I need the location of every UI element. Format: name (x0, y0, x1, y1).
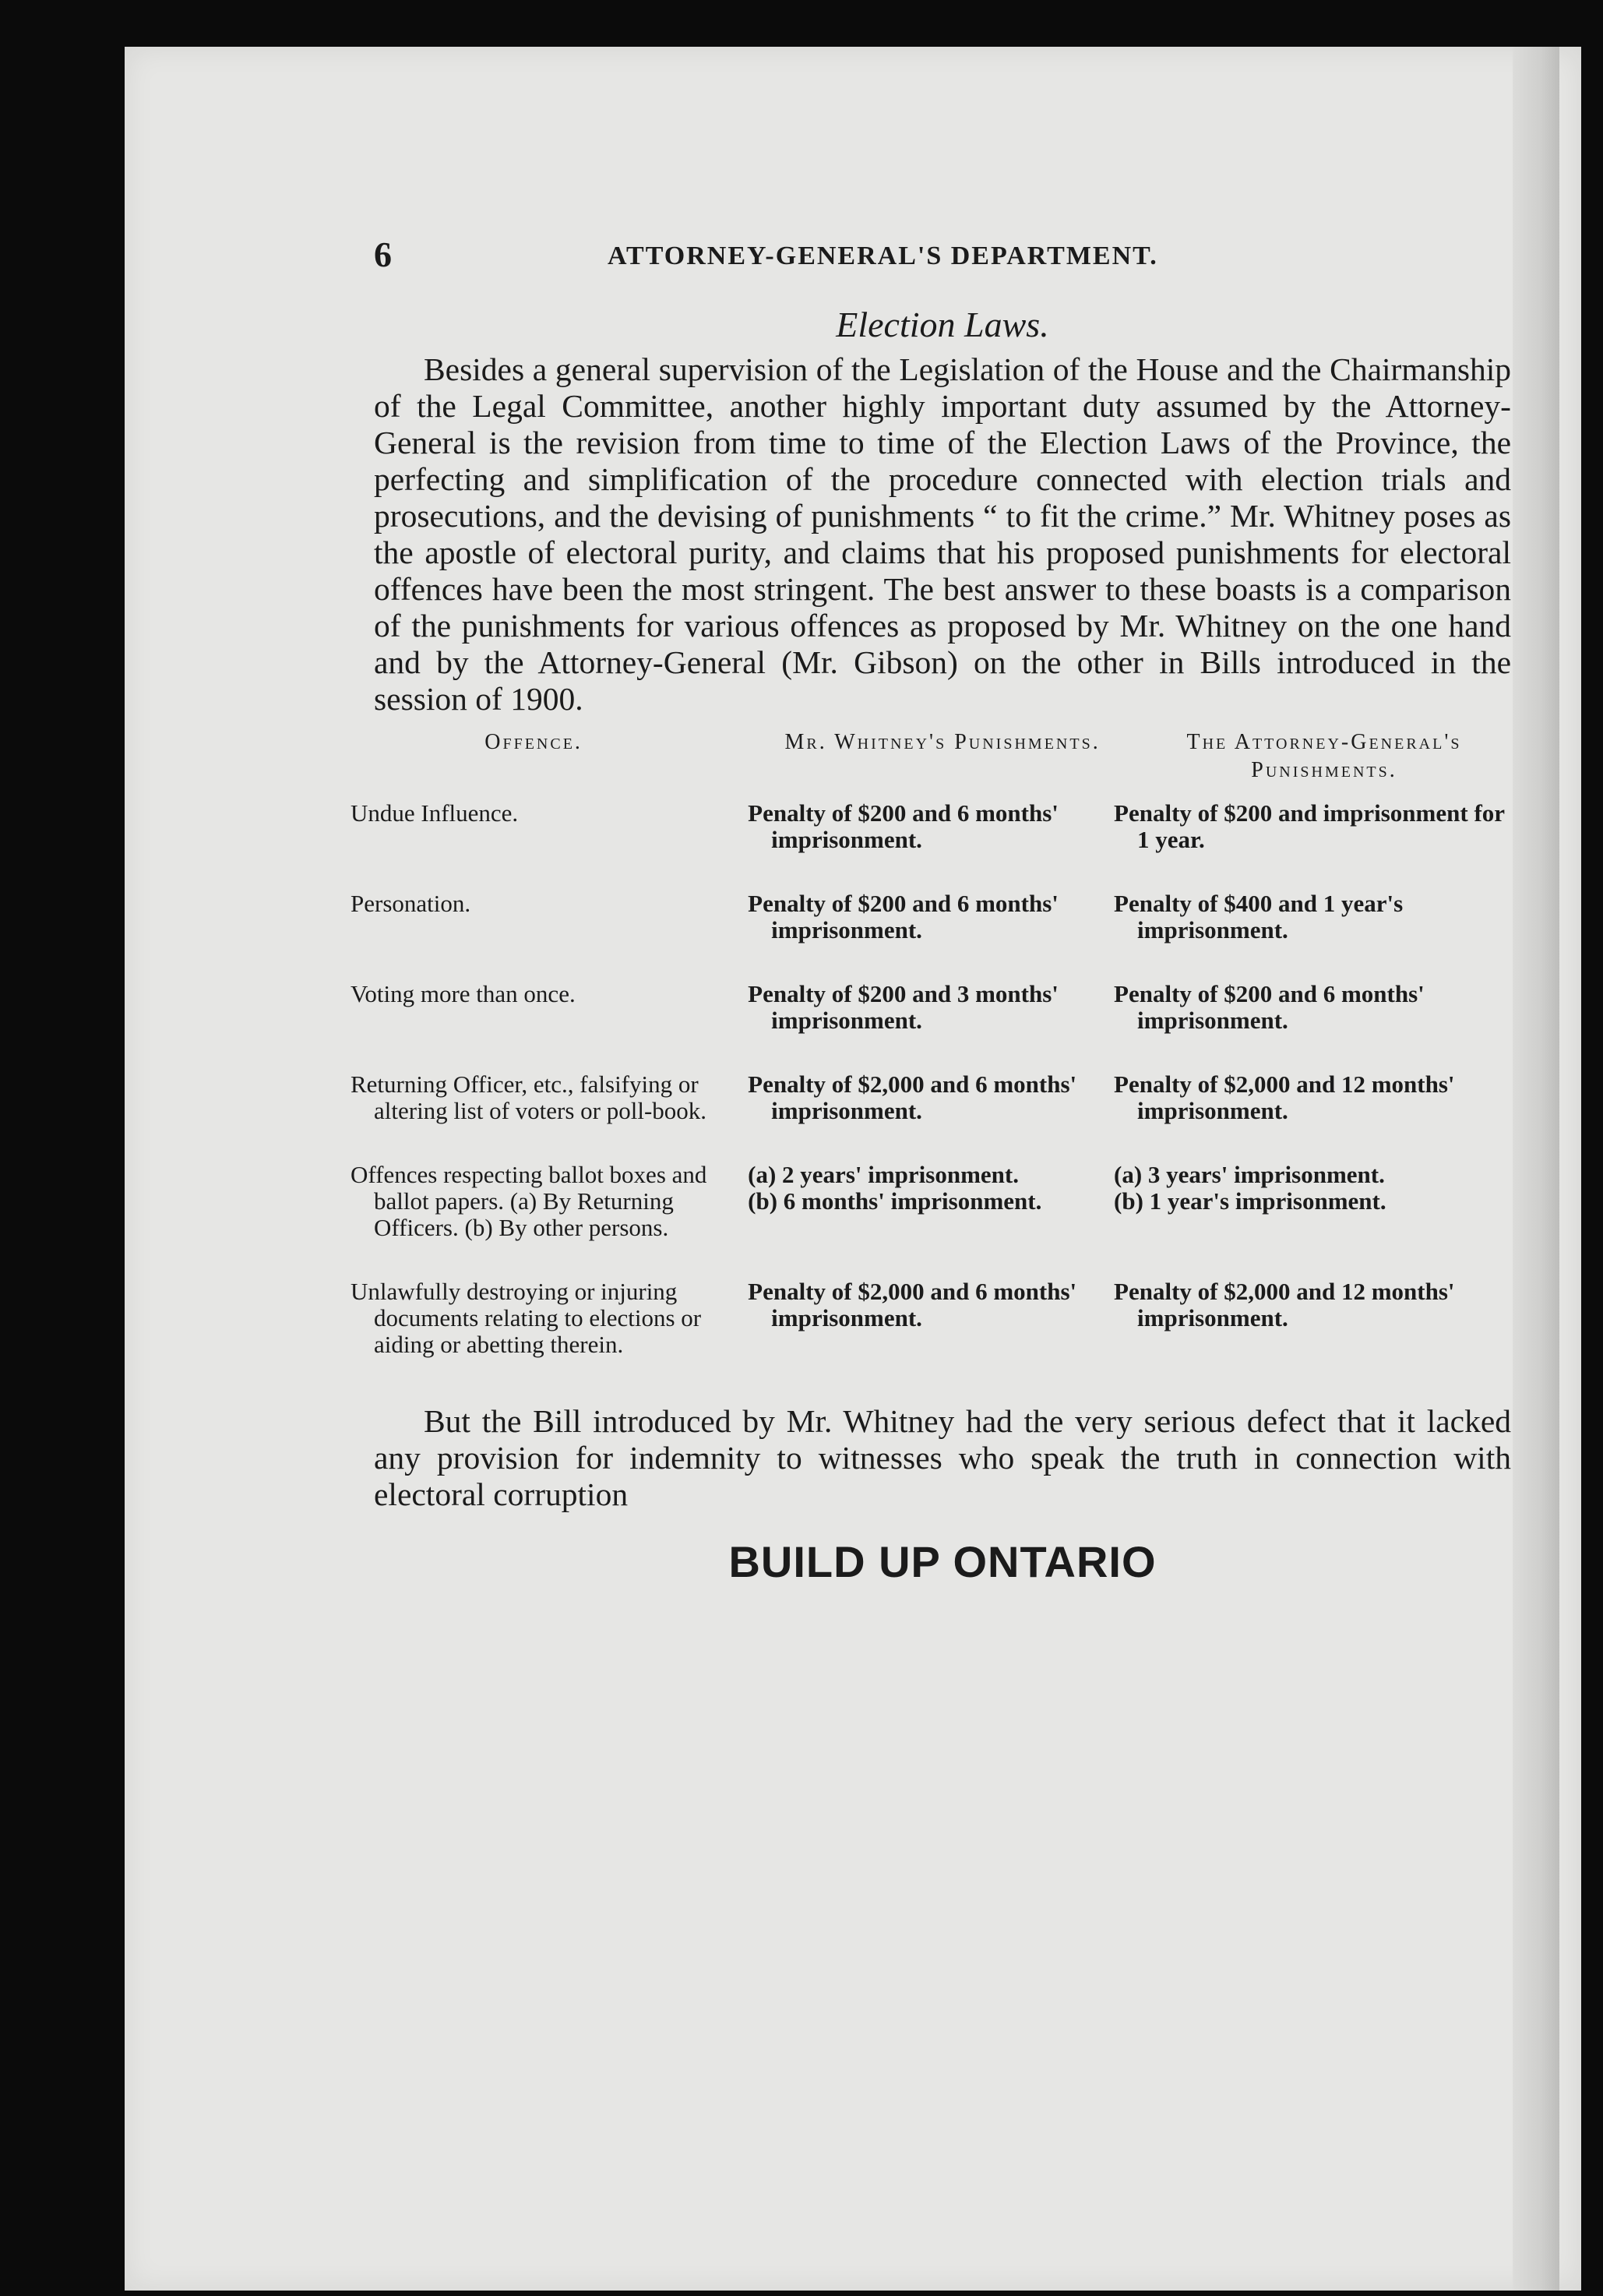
table-row (374, 1162, 1511, 1278)
closing-paragraph: But the Bill introduced by Mr. Whitney had the very serious defect that it lacked any provision for indemnity to witnesses who speak the truth in connection with electoral corruption (374, 1403, 1511, 1512)
page-edge (1513, 47, 1559, 2291)
page-number: 6 (374, 235, 392, 274)
whitney-punishment-text: Penalty of $2,000 and 6 months' imprisonment. (748, 1070, 1077, 1124)
table-body (351, 799, 1511, 1395)
table-row (374, 891, 1511, 981)
whitney-punishment-text: Penalty of $200 and 6 months' imprisonment. (748, 890, 1059, 943)
whitney-punishment-cell (748, 1071, 1114, 1162)
table-row (374, 1278, 1511, 1395)
table-header-row (374, 728, 1511, 800)
offence-cell: Undue Influence. (351, 799, 519, 827)
running-head: ATTORNEY-GENERAL'S DEPARTMENT. (608, 242, 1158, 270)
attorney-punishment-text: Penalty of $400 and 1 year's imprisonment. (1114, 890, 1404, 943)
whitney-punishment-cell (748, 1162, 1114, 1278)
attorney-punishment-cell (1114, 1162, 1511, 1278)
table-row (374, 800, 1511, 891)
whitney-punishment-text: Penalty of $200 and 3 months' imprisonment. (748, 980, 1059, 1034)
attorney-punishment-cell (1114, 1278, 1511, 1395)
attorney-punishment-text: Penalty of $200 and imprisonment for 1 year. (1114, 799, 1505, 853)
attorney-punishment-text: (a) 3 years' imprisonment. (1114, 1161, 1385, 1188)
whitney-punishment-text: (a) 2 years' imprisonment. (748, 1161, 1019, 1188)
header-offence: Offence. (484, 730, 583, 754)
whitney-punishment-cell (748, 800, 1114, 891)
table-row (374, 981, 1511, 1071)
attorney-punishment-text: Penalty of $200 and 6 months' imprisonment. (1114, 980, 1425, 1034)
attorney-punishment-text: (b) 1 year's imprisonment. (1114, 1187, 1386, 1215)
offence-cell: Returning Officer, etc., falsifying or altering list of voters or poll-book. (351, 1070, 707, 1124)
header-attorney: The Attorney-General's Punishments. (1186, 730, 1462, 782)
section-title: Election Laws. (836, 305, 1049, 344)
whitney-punishment-cell (748, 981, 1114, 1071)
attorney-punishment-text: Penalty of $2,000 and 12 months' imprisonment. (1114, 1070, 1455, 1124)
offence-cell: Personation. (351, 890, 471, 917)
page-content (351, 234, 1511, 1587)
attorney-punishment-text: Penalty of $2,000 and 12 months' imprisonment. (1114, 1278, 1455, 1331)
attorney-punishment-cell (1114, 1071, 1511, 1162)
offence-cell: Offences respecting ballot boxes and ballot papers. (a) By Returning Officers. (b) By other persons. (351, 1161, 707, 1241)
banner-slogan: BUILD UP ONTARIO (728, 1537, 1157, 1586)
attorney-punishment-cell (1114, 981, 1511, 1071)
whitney-punishment-text: Penalty of $2,000 and 6 months' imprisonment. (748, 1278, 1077, 1331)
whitney-punishment-text: (b) 6 months' imprisonment. (748, 1187, 1042, 1215)
attorney-punishment-cell (1114, 800, 1511, 891)
punishments-table (351, 728, 1511, 1395)
document-page (125, 47, 1581, 2291)
page-header (374, 234, 1511, 288)
offence-cell: Unlawfully destroying or injuring documents relating to elections or aiding or abetting therein. (351, 1278, 702, 1358)
whitney-punishment-cell (748, 891, 1114, 981)
whitney-punishment-cell (748, 1278, 1114, 1395)
header-whitney: Mr. Whitney's Punishments. (784, 730, 1101, 754)
body-paragraph: Besides a general supervision of the Legislation of the House and the Chairmanship of the Legal Committee, another highly important duty assumed by the Attorney-General is the revision from time to time of the Election Laws of the Province, the perfecting and simplification of the procedure connected with election trials and prosecutions, and the devising of punishments “ to fit the crime.” Mr. Whitney poses as the apostle of electoral purity, and claims that his proposed punishments for electoral offences have been the most stringent. The best answer to these boasts is a comparison of the punishments for various offences as proposed by Mr. Whitney on the one hand and by the Attorney-General (Mr. Gibson) on the other in Bills introduced in the session of 1900. (374, 351, 1511, 717)
table-row (374, 1071, 1511, 1162)
attorney-punishment-cell (1114, 891, 1511, 981)
whitney-punishment-text: Penalty of $200 and 6 months' imprisonment. (748, 799, 1059, 853)
offence-cell: Voting more than once. (351, 980, 576, 1007)
